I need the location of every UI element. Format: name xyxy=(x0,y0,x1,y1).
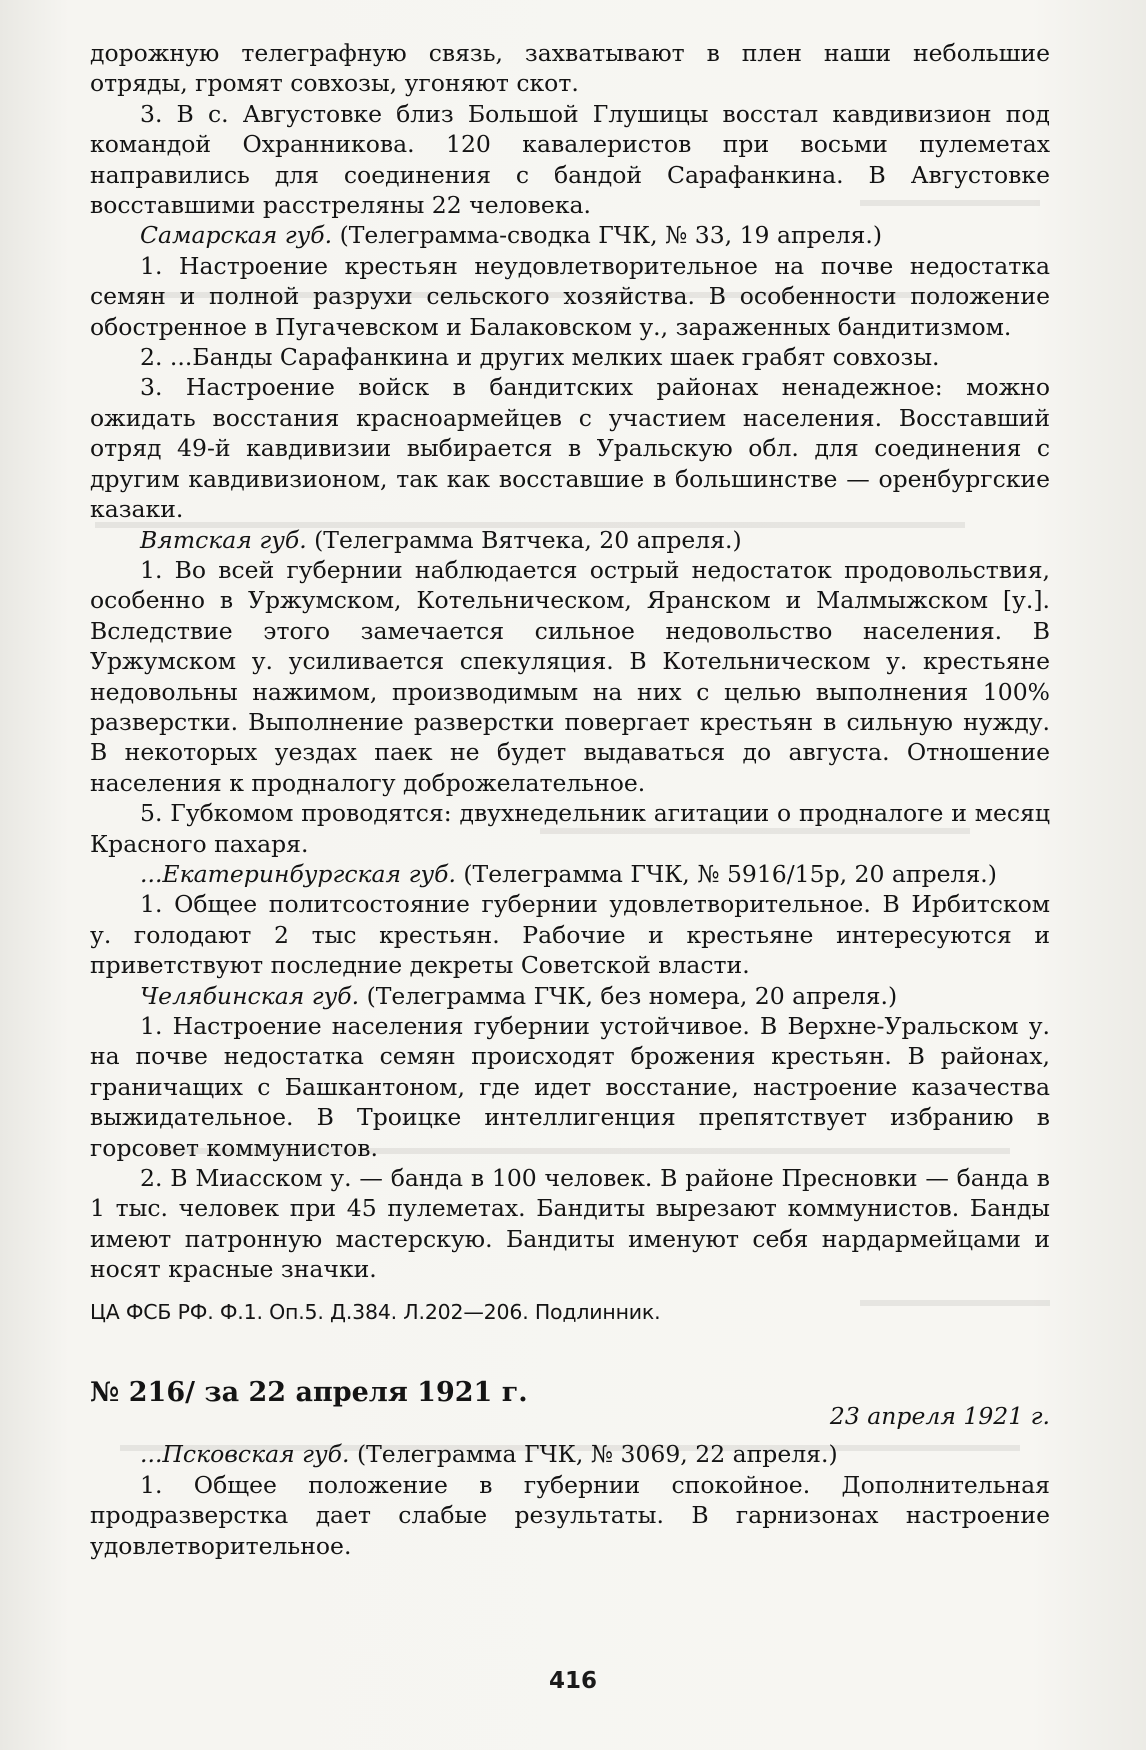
archive-reference: ЦА ФСБ РФ. Ф.1. Оп.5. Д.384. Л.202—206. Подлинник. xyxy=(90,1299,661,1324)
paragraph-vyatka-5: 5. Губкомом проводятся: двухнедельник агитации о продналоге и месяц Красного пахаря. xyxy=(90,799,1050,858)
document-heading: № 216/ за 22 апреля 1921 г. xyxy=(90,1377,528,1409)
paragraph-samara-1: 1. Настроение крестьян неудовлетворительное на почве недостатка семян и полной разрухи сельского хозяйства. В особенности положение обостренное в Пугачевском и Балаковском у., зараженных бандитизмом. xyxy=(90,251,1050,341)
region-pskov: ...Псковская губ. xyxy=(140,1440,350,1469)
paragraph-samara-2: 2. ...Банды Сарафанкина и других мелких шаек грабят совхозы. xyxy=(140,343,940,372)
paragraph-continuation: дорожную телеграфную связь, захватывают в плен наши небольшие отряды, громят совхозы, угоняют скот. xyxy=(90,39,1050,98)
page-number: 416 xyxy=(548,1668,597,1694)
paragraph-vyatka-1: 1. Во всей губернии наблюдается острый недостаток продовольствия, особенно в Уржумском, Котельническом, Яранском и Малмыжском [у.]. Вследствие этого замечается сильное недовольство населения. В Уржумском у. усиливается спекуляция. В Котельническом у. крестьяне недовольны нажимом, производимым на них с целью выполнения 100% разверстки. Выполнение разверстки повергает крестьян в сильную нужду. В некоторых уездах паек не будет выдаваться до августа. Отношение населения к продналогу доброжелательное. xyxy=(90,555,1050,797)
source-chelyabinsk: (Телеграмма ГЧК, без номера, 20 апреля.) xyxy=(359,981,898,1010)
paragraph-chelyabinsk-1: 1. Настроение населения губернии устойчивое. В Верхне-Уральском у. на почве недостатка семян происходят брожения крестьян. В районах, граничащих с Башкантоном, где идет восстание, настроение казачества выжидательное. В Троицке интеллигенция препятствует избранию в горсовет коммунистов. xyxy=(90,1012,1050,1162)
source-line-vyatka xyxy=(90,525,1050,555)
page-text xyxy=(90,38,1050,1561)
source-vyatka: (Телеграмма Вятчека, 20 апреля.) xyxy=(306,525,742,554)
paragraph-samara-3: 3. В с. Августовке близ Большой Глушицы восстал кавдивизион под командой Охранникова. 120 кавалеристов при восьми пулеметах направились для соединения с бандой Сарафанкина. В Августовке восставшими расстреляны 22 человека. xyxy=(90,99,1050,220)
document-date: 23 апреля 1921 г. xyxy=(829,1402,1050,1431)
region-chelyabinsk: Челябинская губ. xyxy=(140,981,360,1010)
source-line-ekaterinburg xyxy=(90,859,1050,889)
paragraph-ekaterinburg-1: 1. Общее политсостояние губернии удовлетворительное. В Ирбитском у. голодают 2 тыс крестьян. Рабочие и крестьяне интересуются и приветствуют последние декреты Советской власти. xyxy=(90,890,1050,980)
paragraph-chelyabinsk-2: 2. В Миасском у. — банда в 100 человек. В районе Пресновки — банда в 1 тыс. человек при 45 пулеметах. Бандиты вырезают коммунистов. Банды имеют патронную мастерскую. Бандиты именуют себя нардармейцами и носят красные значки. xyxy=(90,1164,1050,1284)
paragraph-samara-3b: 3. Настроение войск в бандитских районах ненадежное: можно ожидать восстания красноармейцев с участием населения. Восставший отряд 49-й кавдивизии выбирается в Уральскую обл. для соединения с другим кавдивизионом, так как восставшие в большинстве — оренбургские казаки. xyxy=(90,373,1050,524)
region-vyatka: Вятская губ. xyxy=(140,525,307,554)
region-samara: Самарская губ. xyxy=(140,221,333,250)
source-line-pskov xyxy=(90,1439,1050,1469)
source-line-chelyabinsk xyxy=(90,981,1050,1011)
source-pskov: (Телеграмма ГЧК, № 3069, 22 апреля.) xyxy=(349,1440,838,1469)
paragraph-pskov-1: 1. Общее положение в губернии спокойное. Дополнительная продразверстка дает слабые результаты. В гарнизонах настроение удовлетворительное. xyxy=(90,1470,1050,1560)
source-line-samara xyxy=(90,220,1050,250)
region-ekaterinburg: ...Екатеринбургская губ. xyxy=(140,859,456,888)
source-ekaterinburg: (Телеграмма ГЧК, № 5916/15р, 20 апреля.) xyxy=(455,859,997,888)
source-samara: (Телеграмма-сводка ГЧК, № 33, 19 апреля.) xyxy=(332,221,882,250)
